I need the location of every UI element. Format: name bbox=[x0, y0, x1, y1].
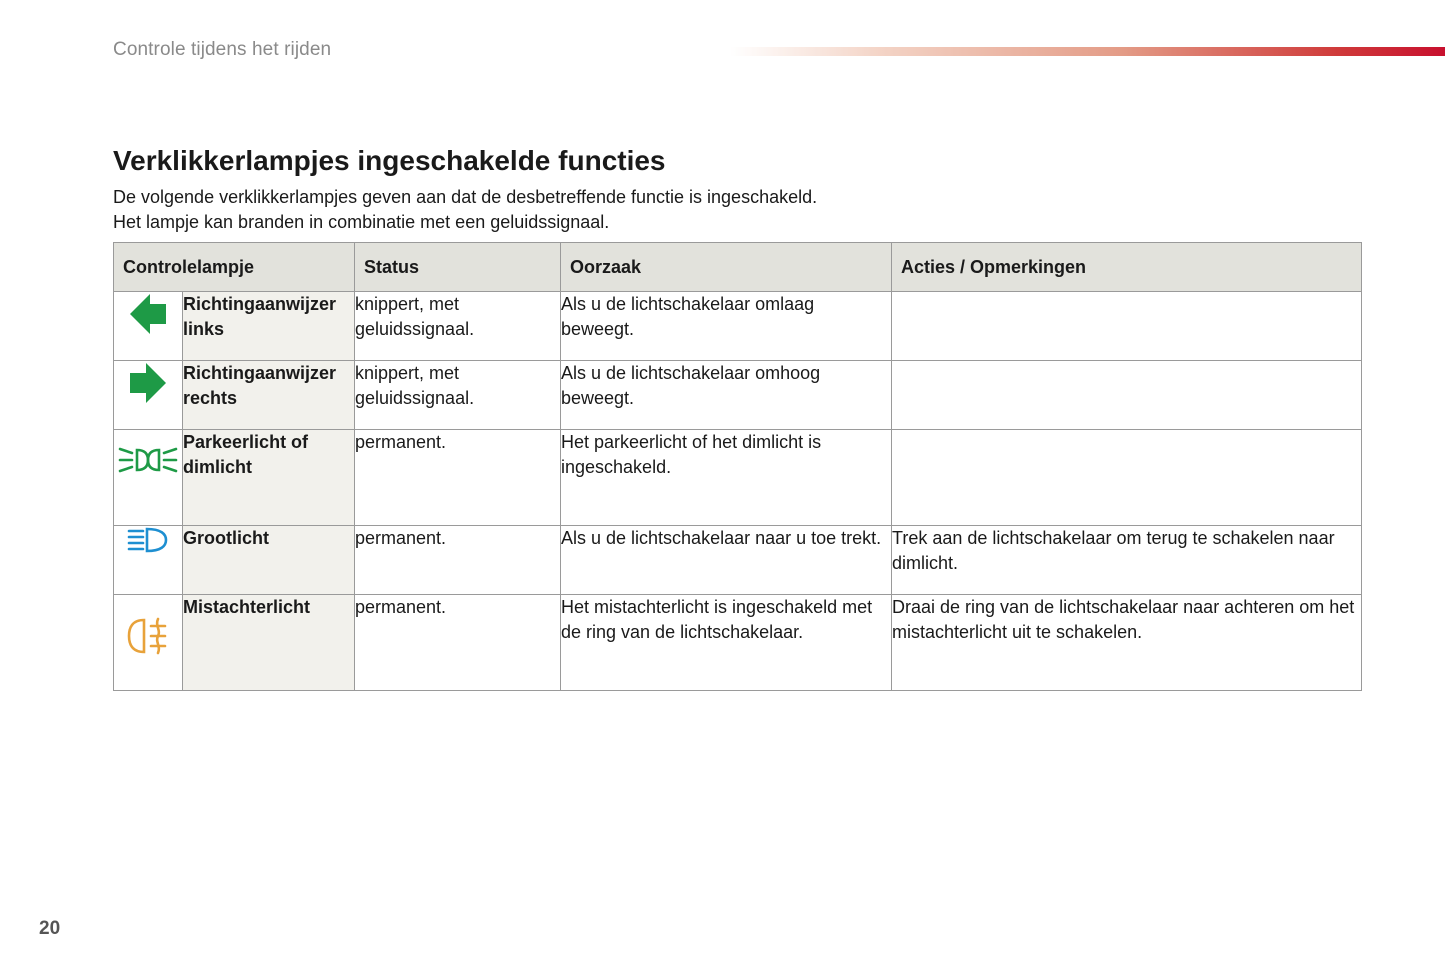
lamp-cause: Als u de lichtschakelaar omhoog beweegt. bbox=[561, 361, 892, 430]
lamp-name: Richtingaanwijzer links bbox=[183, 292, 355, 361]
parking-light-icon bbox=[118, 444, 178, 476]
lamp-cause: Als u de lichtschakelaar omlaag beweegt. bbox=[561, 292, 892, 361]
turn-signal-right-icon bbox=[128, 361, 168, 405]
lamp-icon-cell bbox=[114, 526, 183, 595]
lamp-name: Parkeerlicht of dimlicht bbox=[183, 430, 355, 526]
lamp-icon-cell bbox=[114, 430, 183, 526]
page-number: 20 bbox=[39, 918, 61, 939]
lamp-cause: Het parkeerlicht of het dimlicht is ingeschakeld. bbox=[561, 430, 892, 526]
column-header-lamp: Controlelampje bbox=[114, 243, 355, 292]
lamp-name: Grootlicht bbox=[183, 526, 355, 595]
lamp-icon-cell bbox=[114, 595, 183, 691]
table-row bbox=[114, 526, 1362, 595]
warning-lamps-table bbox=[113, 242, 1362, 691]
table-row bbox=[114, 361, 1362, 430]
lamp-action bbox=[892, 430, 1362, 526]
running-header: Controle tijdens het rijden bbox=[113, 39, 332, 60]
lamp-status: permanent. bbox=[355, 595, 561, 691]
table-row bbox=[114, 595, 1362, 691]
lamp-action: Draai de ring van de lichtschakelaar naar achteren om het mistachterlicht uit te schakelen. bbox=[892, 595, 1362, 691]
lamp-status: permanent. bbox=[355, 526, 561, 595]
lamp-icon-cell bbox=[114, 361, 183, 430]
lamp-action bbox=[892, 292, 1362, 361]
lamp-cause: Het mistachterlicht is ingeschakeld met de ring van de lichtschakelaar. bbox=[561, 595, 892, 691]
table-header-row bbox=[114, 243, 1362, 292]
header-accent-bar bbox=[730, 47, 1445, 56]
lamp-name: Richtingaanwijzer rechts bbox=[183, 361, 355, 430]
lamp-cause: Als u de lichtschakelaar naar u toe trekt. bbox=[561, 526, 892, 595]
lamp-icon-cell bbox=[114, 292, 183, 361]
lamp-status: knippert, met geluidssignaal. bbox=[355, 361, 561, 430]
section-title: Verklikkerlampjes ingeschakelde functies bbox=[113, 145, 666, 176]
table-row bbox=[114, 430, 1362, 526]
lamp-action: Trek aan de lichtschakelaar om terug te schakelen naar dimlicht. bbox=[892, 526, 1362, 595]
rear-fog-light-icon bbox=[126, 617, 170, 655]
lamp-status: knippert, met geluidssignaal. bbox=[355, 292, 561, 361]
section-intro bbox=[113, 185, 1113, 235]
turn-signal-left-icon bbox=[128, 292, 168, 336]
lamp-status: permanent. bbox=[355, 430, 561, 526]
column-header-actions: Acties / Opmerkingen bbox=[892, 243, 1362, 292]
high-beam-icon bbox=[127, 526, 169, 554]
table-row bbox=[114, 292, 1362, 361]
lamp-action bbox=[892, 361, 1362, 430]
intro-line: Het lampje kan branden in combinatie met een geluidssignaal. bbox=[113, 212, 610, 232]
column-header-cause: Oorzaak bbox=[561, 243, 892, 292]
column-header-status: Status bbox=[355, 243, 561, 292]
intro-line: De volgende verklikkerlampjes geven aan dat de desbetreffende functie is ingeschakeld. bbox=[113, 187, 818, 207]
lamp-name: Mistachterlicht bbox=[183, 595, 355, 691]
